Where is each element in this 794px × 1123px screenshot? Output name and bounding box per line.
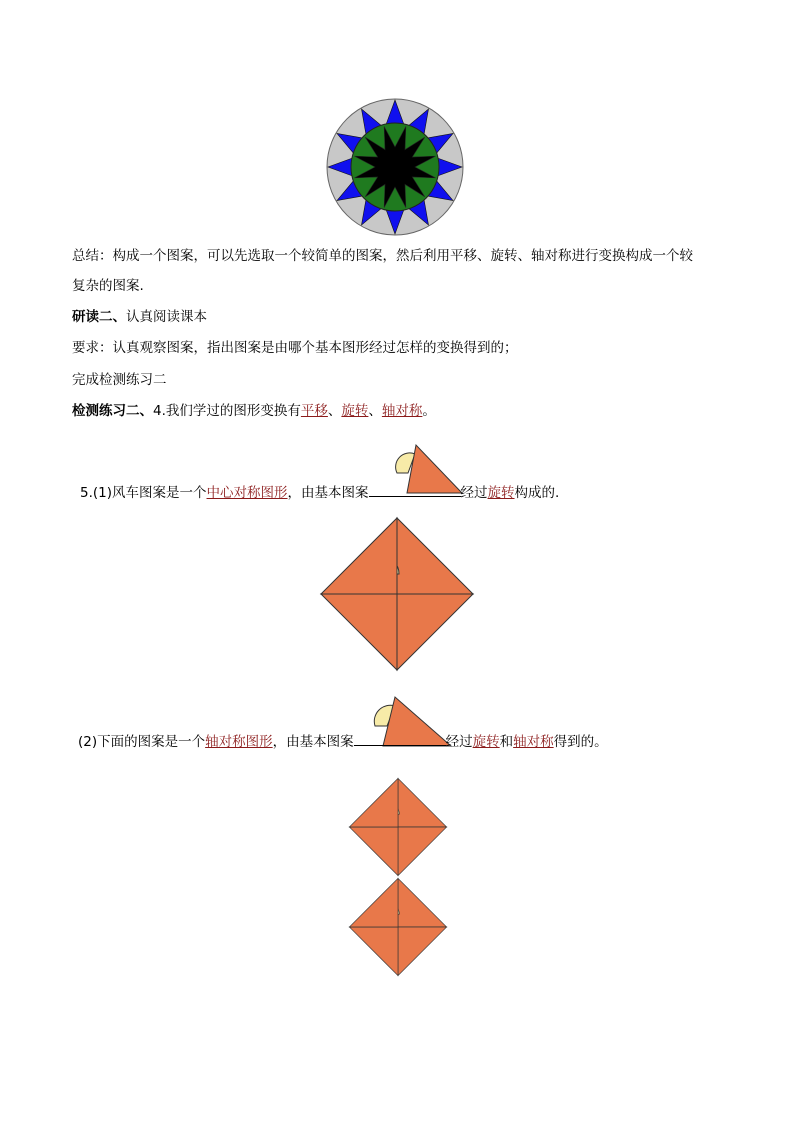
pinwheel-blade [398, 778, 447, 828]
q4-sep-1: 、 [327, 403, 342, 419]
q5-1-middle: ，由基本图案 [287, 485, 369, 501]
pinwheel-blade [349, 826, 398, 876]
triangle [321, 594, 397, 670]
pinwheel-blade [349, 878, 399, 927]
q5-2-blank [354, 731, 446, 746]
triangle [349, 827, 398, 876]
q5-2-and: 和 [499, 734, 514, 750]
pinwheel-blade [397, 827, 447, 876]
triangle [398, 927, 447, 976]
q4-answer-reflection: 轴对称 [381, 403, 423, 419]
q5-1-answer-rotation: 旋转 [487, 485, 515, 501]
q5-1-answer-center-symmetric: 中心对称图形 [206, 485, 288, 501]
q4-answer-translation: 平移 [300, 403, 328, 419]
triangle [397, 518, 473, 594]
complete-line: 完成检测练习二 [72, 372, 167, 388]
q5-1-after: 经过 [460, 485, 488, 501]
q5-2-end: 得到的。 [553, 734, 608, 750]
pinwheel-blade [398, 878, 447, 928]
q5-2-middle: ，由基本图案 [272, 734, 354, 750]
double-pinwheel-figure [344, 775, 454, 980]
q5-2-answer-rotation: 旋转 [472, 734, 500, 750]
q4-prefix: 4.我们学过的图形变换有 [153, 403, 301, 419]
triangle [349, 927, 398, 976]
pinwheel-blade [395, 594, 473, 670]
triangle [398, 878, 447, 927]
triangle [349, 778, 398, 827]
triangle [397, 594, 473, 670]
study2-line [72, 307, 207, 327]
triangle [349, 878, 398, 927]
exercise2-heading: 检测练习二、 [72, 403, 153, 419]
triangle [398, 827, 447, 876]
pinwheel-blade [321, 592, 397, 670]
triangle [321, 518, 397, 594]
q4-answer-rotation: 旋转 [341, 403, 369, 419]
q5-1-blank [369, 482, 461, 497]
pinwheel-blade [321, 518, 399, 594]
q4-end: 。 [422, 403, 436, 419]
q5-2-line [78, 731, 608, 752]
q5-2-after: 经过 [445, 734, 473, 750]
q4-sep-2: 、 [368, 403, 382, 419]
exercise2-q4 [72, 401, 436, 421]
study2-heading: 研读二、 [72, 309, 126, 325]
rosette-figure [325, 97, 465, 237]
requirement-line: 要求：认真观察图案，指出图案是由哪个基本图形经过怎样的变换得到的； [72, 340, 518, 356]
q5-2-answer-reflection: 轴对称 [513, 734, 554, 750]
summary-line-1: 总结：构成一个图案，可以先选取一个较简单的图案，然后利用平移、旋转、轴对称进行变换构成一个较 [72, 248, 693, 264]
q5-2-prefix: (2)下面的图案是一个 [78, 734, 206, 750]
pinwheel-blade [349, 926, 398, 976]
summary-line-2: 复杂的图案. [72, 278, 144, 294]
pinwheel-blade [349, 778, 399, 827]
pinwheel-blade [397, 518, 473, 596]
windmill-figure [317, 515, 477, 673]
q5-1-line [80, 482, 559, 503]
q5-1-end: 构成的. [514, 485, 560, 501]
study2-text: 认真阅读课本 [126, 309, 207, 325]
triangle [398, 778, 447, 827]
pinwheel-blade [397, 927, 447, 976]
q5-2-answer-axis-symmetric: 轴对称图形 [205, 734, 273, 750]
q5-1-prefix: 5.(1)风车图案是一个 [80, 485, 207, 501]
